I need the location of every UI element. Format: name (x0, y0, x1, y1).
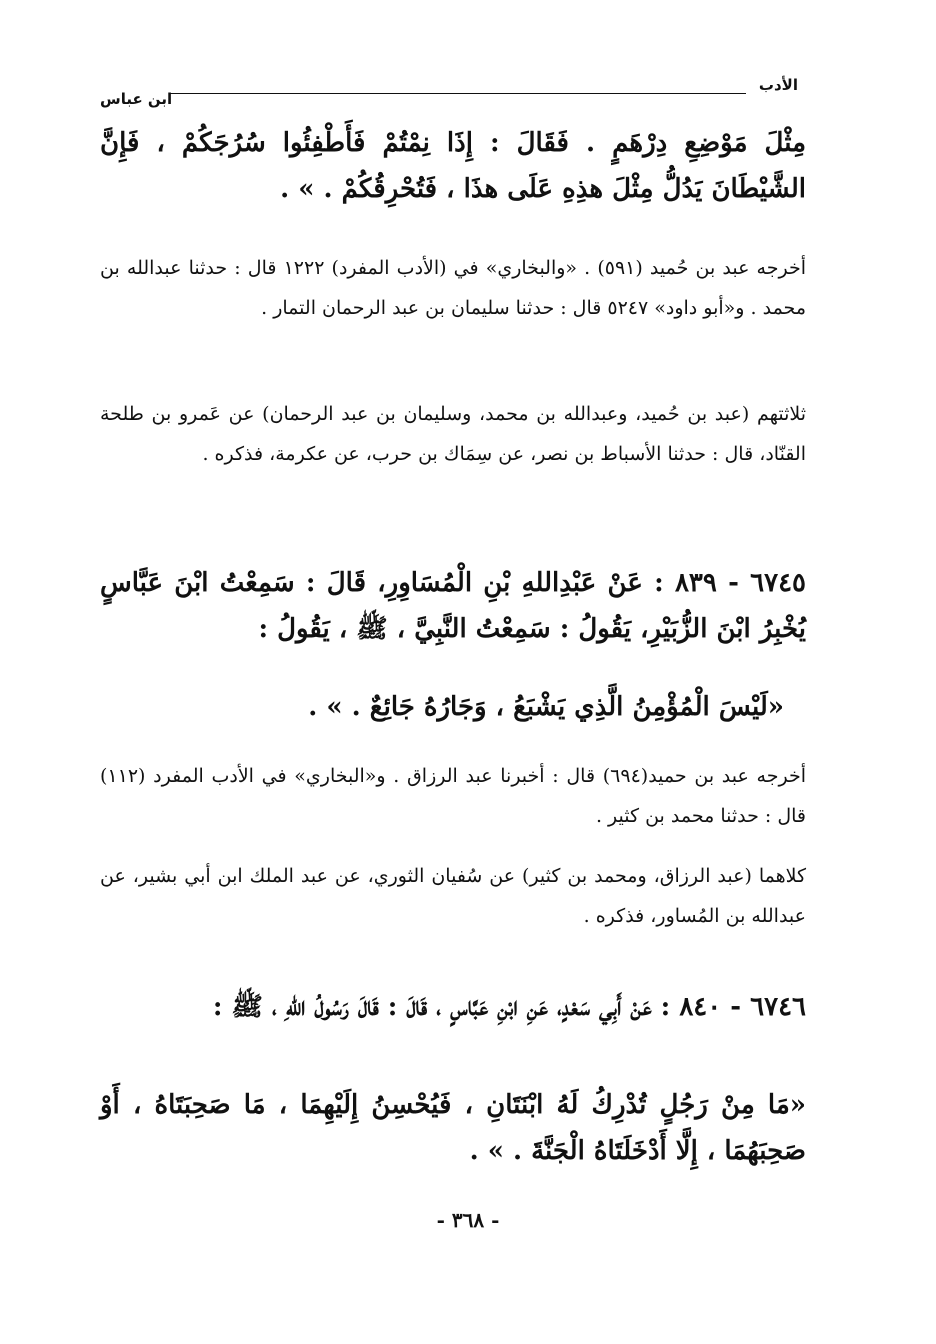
takhrij-6745-paragraph-2: كلاهما (عبد الرزاق، ومحمد بن كثير) عن سُفيان الثوري، عن عبد الملك ابن أبي بشير، عن عبدالله بن المُساور، فذكره . (100, 865, 806, 927)
header-chapter-title: ابن عباس (100, 90, 173, 108)
hadith-6745-isnad: ٦٧٤٥ - ٨٣٩ : عَنْ عَبْدِاللهِ بْنِ الْمُسَاوِرِ، قَالَ : سَمِعْتُ ابْنَ عَبَّاسٍ يُخْبِرُ ابْنَ الزُّبَيْرِ، يَقُولُ : سَمِعْتُ النَّبِيَّ ، ﷺ ، يَقُولُ : (100, 568, 806, 644)
hadith-6746-isnad: ٦٧٤٦ - ٨٤٠ : عَنْ أَبِي سَعْدٍ، عَنِ ابْنِ عَبَّاسٍ ، قَالَ : قَالَ رَسُولُ اللهِ ، ﷺ : (212, 992, 806, 1022)
running-header (100, 76, 798, 108)
takhrij-6745-paragraph-1: أخرجه عبد بن حميد(٦٩٤) قال : أخبرنا عبد الرزاق . و«البخاري» في الأدب المفرد (١١٢) قال : حدثنا محمد بن كثير . (100, 765, 806, 827)
hadith-6745-matn: «لَيْسَ الْمُؤْمِنُ الَّذِي يَشْبَعُ ، وَجَارُهُ جَائِعٌ . » . (308, 692, 784, 722)
header-section-title: الأدب (758, 76, 798, 94)
takhrij-paragraph-2: ثلاثتهم (عبد بن حُميد، وعبدالله بن محمد، وسليمان بن عبد الرحمان) عن عَمرو بن طلحة القنّاد، قال : حدثنا الأسباط بن نصر، عن سِمَاك بن حرب، عن عكرمة، فذكره . (100, 403, 806, 465)
hadith-6746-matn: «مَا مِنْ رَجُلٍ تُدْرِكُ لَهُ ابْنَتَانِ ، فَيُحْسِنُ إِلَيْهِمَا ، مَا صَحِبَتَاهُ ، أَوْ صَحِبَهُمَا ، إِلَّا أَدْخَلَتَاهُ الْجَنَّةَ . » . (100, 1090, 806, 1166)
header-rule (170, 93, 746, 94)
page-number: - ٣٦٨ - (436, 1208, 500, 1232)
takhrij-paragraph-1: أخرجه عبد بن حُميد (٥٩١) . «والبخاري» في (الأدب المفرد) ١٢٢٢ قال : حدثنا عبدالله بن محمد . و«أبو داود» ٥٢٤٧ قال : حدثنا سليمان بن عبد الرحمان التمار . (100, 257, 806, 319)
hadith-text-continued: مِثْلَ مَوْضِعِ دِرْهَمٍ . فَقَالَ : إِذَا نِمْتُمْ فَأَطْفِئُوا سُرُجَكُمْ ، فَإِنَّ الشَّيْطَانَ يَدُلُّ مِثْلَ هذِهِ عَلَى هذَا ، فَتُحْرِقُكُمْ . » . (100, 128, 806, 204)
